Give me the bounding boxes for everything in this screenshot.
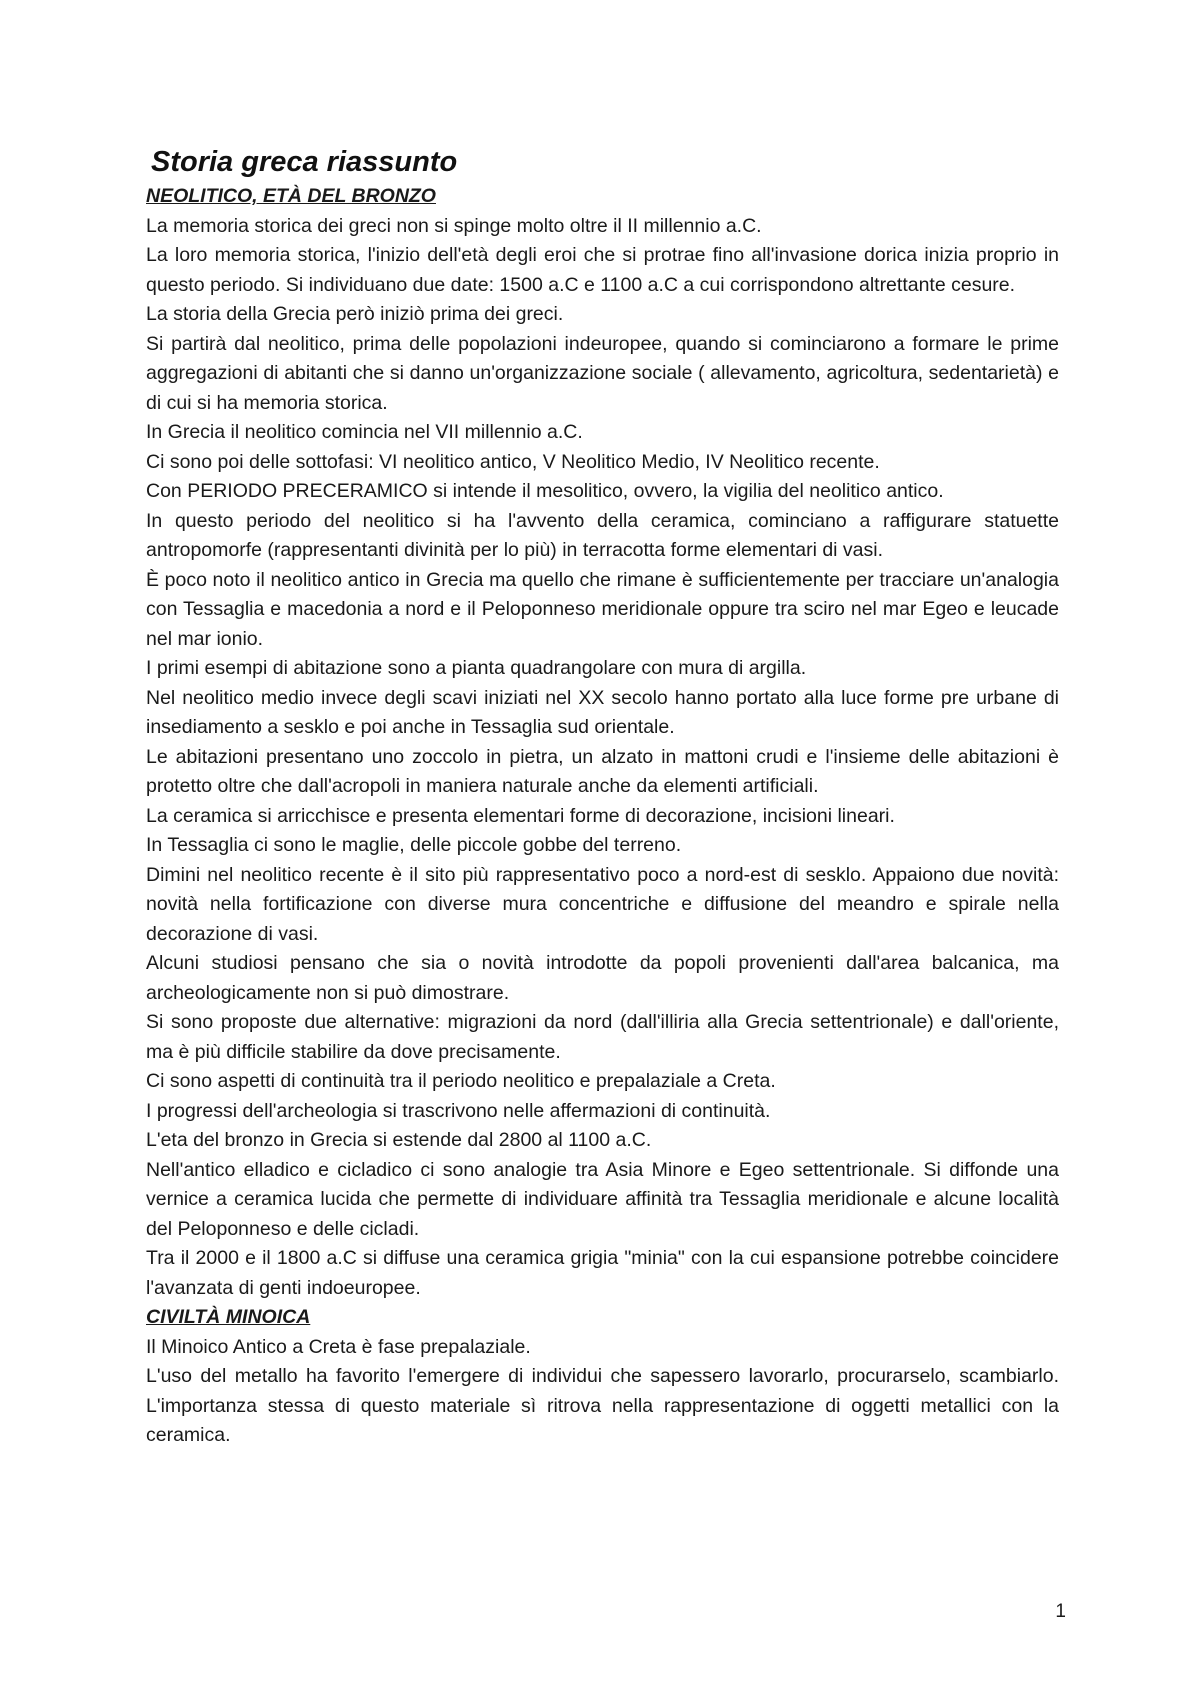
document-title: Storia greca riassunto (151, 146, 458, 178)
paragraph: I progressi dell'archeologia si trascrivono nelle affermazioni di continuità. (146, 1099, 771, 1122)
paragraph: In Grecia il neolitico comincia nel VII millennio a.C. (146, 421, 583, 443)
paragraph: I primi esempi di abitazione sono a pianta quadrangolare con mura di argilla. (146, 657, 807, 679)
document-page (146, 144, 1059, 1451)
paragraph: Ci sono aspetti di continuità tra il periodo neolitico e prepalaziale a Creta. (146, 1070, 776, 1092)
paragraph: L'eta del bronzo in Grecia si estende dal 2800 al 1100 a.C. (146, 1129, 652, 1151)
paragraph: La storia della Grecia però iniziò prima dei greci. (146, 303, 564, 325)
section-heading: NEOLITICO, ETÀ DEL BRONZO (146, 185, 436, 207)
paragraph: Ci sono poi delle sottofasi: VI neolitico antico, V Neolitico Medio, IV Neolitico recente. (146, 450, 880, 473)
paragraph: Si sono proposte due alternative: migrazioni da nord (dall'illiria alla Grecia settentrionale) e dall'oriente, ma è più difficile stabilire da dove precisamente. (146, 1011, 1059, 1063)
paragraph: In Tessaglia ci sono le maglie, delle piccole gobbe del terreno. (146, 834, 682, 856)
document-body (146, 182, 1059, 1451)
page-number: 1 (1055, 1601, 1066, 1622)
paragraph: Il Minoico Antico a Creta è fase prepalaziale. (146, 1335, 531, 1358)
paragraph: La memoria storica dei greci non si spinge molto oltre il II millennio a.C. (146, 214, 762, 237)
paragraph: Nell'antico elladico e cicladico ci sono analogie tra Asia Minore e Egeo settentrionale. Si diffonde una vernice a ceramica lucida che permette di individuare affinità tra Tessaglia meridionale e alcune località del Peloponneso e delle cicladi. (146, 1158, 1059, 1240)
paragraph: L'uso del metallo ha favorito l'emergere di individui che sapessero lavorarlo, procurarselo, scambiarlo. L'importanza stessa di questo materiale sì ritrova nella rappresentazione di oggetti metallici con la ceramica. (146, 1365, 1059, 1446)
paragraph: La loro memoria storica, l'inizio dell'età degli eroi che si protrae fino all'invasione dorica inizia proprio in questo periodo. Si individuano due date: 1500 a.C e 1100 a.C a cui corrispondono altrettante cesure. (146, 244, 1059, 296)
paragraph: Alcuni studiosi pensano che sia o novità introdotte da popoli provenienti dall'area balcanica, ma archeologicamente non si può dimostrare. (146, 952, 1059, 1004)
paragraph: Nel neolitico medio invece degli scavi iniziati nel XX secolo hanno portato alla luce forme pre urbane di insediamento a sesklo e poi anche in Tessaglia sud orientale. (146, 686, 1059, 738)
paragraph: Tra il 2000 e il 1800 a.C si diffuse una ceramica grigia "minia" con la cui espansione potrebbe coincidere l'avanzata di genti indoeuropee. (146, 1247, 1059, 1299)
paragraph: Con PERIODO PRECERAMICO si intende il mesolitico, ovvero, la vigilia del neolitico antico. (146, 480, 944, 502)
paragraph: Le abitazioni presentano uno zoccolo in pietra, un alzato in mattoni crudi e l'insieme delle abitazioni è protetto oltre che dall'acropoli in maniera naturale anche da elementi artificiali. (146, 745, 1059, 797)
paragraph: È poco noto il neolitico antico in Grecia ma quello che rimane è sufficientemente per tracciare un'analogia con Tessaglia e macedonia a nord e il Peloponneso meridionale oppure tra sciro nel mar Egeo e leucade nel mar ionio. (146, 568, 1059, 650)
paragraph: Si partirà dal neolitico, prima delle popolazioni indeuropee, quando si cominciarono a formare le prime aggregazioni di abitanti che si danno un'organizzazione sociale ( allevamento, agricoltura, sedentarietà) e di cui si ha memoria storica. (146, 332, 1059, 414)
paragraph: In questo periodo del neolitico si ha l'avvento della ceramica, cominciano a raffigurare statuette antropomorfe (rappresentanti divinità per lo più) in terracotta forme elementari di vasi. (146, 509, 1059, 561)
paragraph: Dimini nel neolitico recente è il sito più rappresentativo poco a nord-est di sesklo. Appaiono due novità: novità nella fortificazione con diverse mura concentriche e diffusione del meandro e spirale nella decorazione di vasi. (146, 863, 1059, 945)
paragraph: La ceramica si arricchisce e presenta elementari forme di decorazione, incisioni lineari. (146, 804, 895, 827)
section-heading: CIVILTÀ MINOICA (146, 1306, 311, 1328)
